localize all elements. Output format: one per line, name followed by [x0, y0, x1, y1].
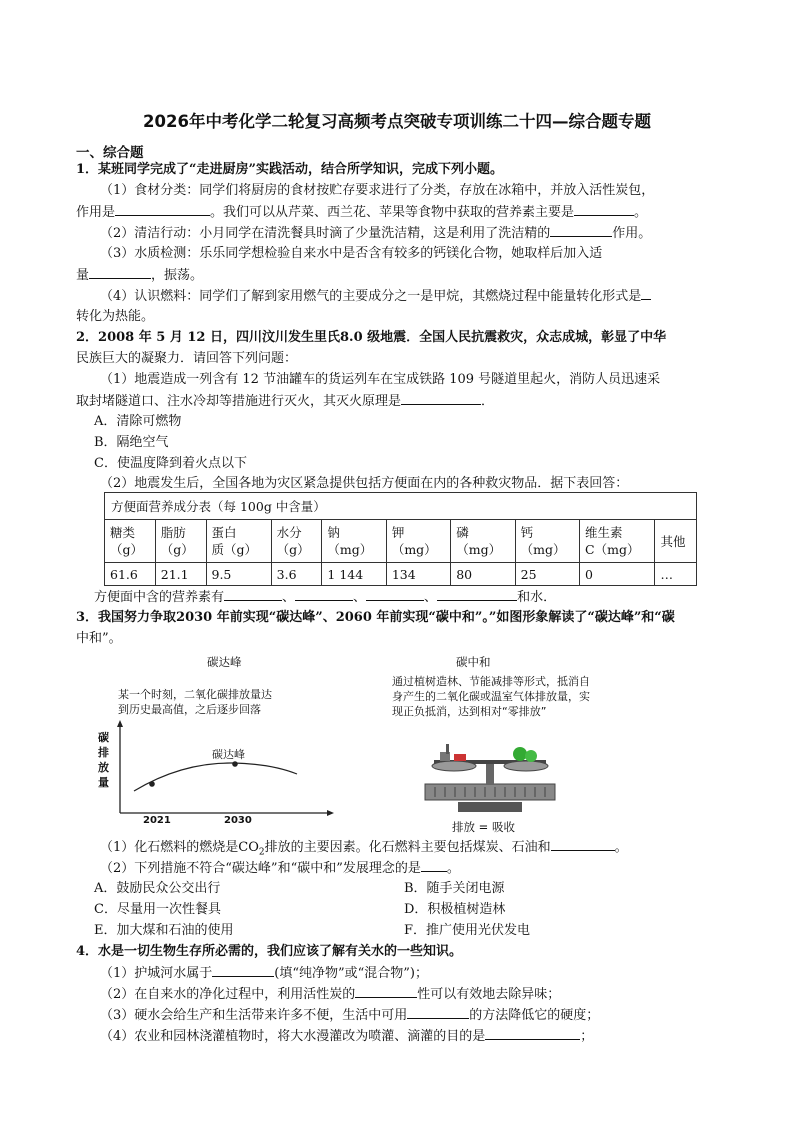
q3-stem-line1: 3．我国努力争取2030 年前实现“碳达峰”、2060 年前实现“碳中和”。”如图形象解读了“碳达峰”和“碳 [76, 610, 675, 625]
table-header: 蛋白 质（g） [206, 520, 271, 563]
answer-blank[interactable] [421, 859, 447, 872]
table-cell: 9.5 [206, 563, 271, 586]
fig-left-ylabel: 排 [98, 746, 109, 759]
x-axis-arrow [327, 810, 334, 816]
q4-part2: （2）在自来水的净化过程中，利用活性炭的 性可以有效地去除异味； [100, 987, 561, 1002]
car-icon [454, 754, 466, 761]
table-caption: 方便面营养成分表（每 100g 中含量） [105, 493, 697, 520]
q2-stem-line1: 2．2008 年 5 月 12 日，四川汶川发生里氏8.0 级地震．全国人民抗震救灾，众志成城，彰显了中华 [76, 330, 667, 345]
answer-blank[interactable] [115, 203, 210, 216]
table-header: 钠 （mg） [322, 520, 386, 563]
table-cell: 0 [580, 563, 655, 586]
nutrition-table [104, 492, 697, 586]
answer-blank[interactable] [355, 985, 417, 998]
q4-part1: （1）护城河水属于 (填“纯净物”或“混合物”)； [100, 966, 429, 981]
q1-part3-line1: （3）水质检测：乐乐同学想检验自来水中是否含有较多的钙镁化合物，她取样后加入适 [100, 246, 603, 261]
fig-left-ylabel: 碳 [98, 731, 109, 744]
table-header: 钙 （mg） [515, 520, 579, 563]
fig-left-title: 碳达峰 [207, 655, 242, 669]
chimney-icon [446, 744, 449, 754]
table-header: 维生素 C（mg） [580, 520, 655, 563]
q2-part1-line1: （1）地震造成一列含有 12 节油罐车的货运列车在宝成铁路 109 号隧道里起火，消防人员迅速采 [100, 372, 661, 387]
q2-part2: （2）地震发生后，全国各地为灾区紧急提供包括方便面在内的各种救灾物品．据下表回答： [100, 476, 629, 491]
q3-part2: （2）下列措施不符合“碳达峰”和“碳中和”发展理念的是 。 [100, 861, 460, 876]
table-cell: 1 144 [322, 563, 386, 586]
table-header: 其他 [655, 520, 697, 563]
fig-right-title: 碳中和 [456, 655, 491, 669]
fig-right-note-line2: 身产生的二氧化碳或温室气体排放量，实 [392, 690, 590, 703]
emission-curve [134, 763, 297, 791]
answer-blank[interactable] [437, 588, 517, 601]
carbon-peak-graph [112, 720, 337, 820]
answer-blank[interactable] [401, 392, 481, 405]
section-heading: 一、综合题 [76, 145, 144, 161]
q1-part4-line2: 转化为热能。 [76, 309, 155, 324]
q4-part4: （4）农业和园林浇灌植物时，将大水漫灌改为喷灌、滴灌的目的是 ； [100, 1029, 594, 1044]
q3-option-f: F．推广使用光伏发电 [404, 923, 531, 938]
q2-part1-line2: 取封堵隧道口、注水冷却等措施进行灭火，其灭火原理是 ． [76, 394, 495, 409]
table-cell: 134 [386, 563, 450, 586]
fig-left-ylabel: 放 [98, 761, 109, 774]
q3-part1: （1）化石燃料的燃烧是$CO_2$排放的主要因素。化石燃料主要包括煤炭、石油和 。 [100, 840, 628, 858]
q1-stem: 1．某班同学完成了“走进厨房”实践活动，结合所学知识，完成下列小题。 [76, 162, 504, 177]
answer-blank[interactable] [295, 588, 353, 601]
answer-blank[interactable] [551, 838, 615, 851]
answer-blank[interactable] [574, 203, 634, 216]
scale-base [458, 802, 522, 812]
q1-part3-line2: 量 ，振荡。 [76, 268, 204, 283]
table-header-row [105, 520, 697, 563]
table-header: 糖类 （g） [105, 520, 156, 563]
tree-icon [525, 750, 537, 762]
answer-blank[interactable] [641, 287, 651, 300]
table-header: 磷 （mg） [451, 520, 515, 563]
fig-right-note-line3: 现正负抵消，达到相对“零排放” [392, 705, 547, 718]
answer-blank[interactable] [212, 964, 274, 977]
q3-option-d: D．积极植树造林 [404, 902, 506, 917]
peak-point [232, 761, 238, 767]
answer-blank[interactable] [89, 266, 151, 279]
fig-left-ylabel: 量 [98, 776, 109, 789]
y-axis-arrow [117, 720, 123, 727]
q3-option-c: C．尽量用一次性餐具 [94, 902, 221, 917]
page-title: 2026年中考化学二轮复习高频考点突破专项训练二十四—综合题专题 [143, 112, 651, 131]
q1-part1-line1: （1）食材分类：同学们将厨房的食材按贮存要求进行了分类，存放在冰箱中，并放入活性炭包， [100, 183, 655, 198]
table-row [105, 563, 697, 586]
table-cell: 3.6 [271, 563, 322, 586]
answer-blank[interactable] [224, 588, 282, 601]
table-cell: 25 [515, 563, 579, 586]
answer-blank[interactable] [485, 1027, 580, 1040]
fig-left-note-line1: 某一个时刻，二氧化碳排放量达 [118, 688, 272, 701]
fig-left-note-line2: 到历史最高值，之后逐步回落 [118, 703, 261, 716]
q3-option-e: E．加大煤和石油的使用 [94, 923, 234, 938]
q2-stem-line2: 民族巨大的凝聚力．请回答下列问题： [76, 351, 298, 366]
q3-option-a: A．鼓励民众公交出行 [94, 881, 221, 896]
scale-platform [425, 784, 555, 800]
q2-tail: 方便面中含的营养素有 、 、 、 和水． [94, 590, 557, 605]
q1-part4-line1: （4）认识燃料：同学们了解到家用燃气的主要成分之一是甲烷，其燃烧过程中能量转化形式是 [100, 287, 746, 306]
fig-right-note-line1: 通过植树造林、节能减排等形式，抵消自 [392, 675, 590, 688]
q2-option-a: A．清除可燃物 [94, 414, 182, 429]
q4-stem: 4．水是一切生物生存所必需的，我们应该了解有关水的一些知识。 [76, 944, 463, 959]
answer-blank[interactable] [407, 1006, 469, 1019]
table-header: 水分 （g） [271, 520, 322, 563]
scale-label: 排放 = 吸收 [452, 820, 515, 834]
q3-option-b: B．随手关闭电源 [404, 881, 505, 896]
tree-icon [513, 747, 527, 761]
q2-option-b: B．隔绝空气 [94, 435, 169, 450]
table-cell: … [655, 563, 697, 586]
x-label-2021: 2021 [143, 815, 171, 826]
answer-blank[interactable] [550, 224, 612, 237]
answer-blank[interactable] [366, 588, 424, 601]
balance-scale-illustration [420, 742, 560, 818]
q3-stem-line2: 中和”。 [76, 631, 122, 646]
table-header: 钾 （mg） [386, 520, 450, 563]
right-pan [504, 761, 548, 771]
q2-option-c: C．使温度降到着火点以下 [94, 456, 247, 471]
left-pan [432, 761, 476, 771]
table-cell: 80 [451, 563, 515, 586]
point-2021 [149, 781, 155, 787]
table-cell: 21.1 [155, 563, 206, 586]
table-cell: 61.6 [105, 563, 156, 586]
peak-label: 碳达峰 [212, 748, 245, 761]
q1-part1-line2: 作用是 。我们可以从芹菜、西兰花、苹果等食物中获取的营养素主要是 。 [76, 205, 648, 220]
table-header: 脂肪 （g） [155, 520, 206, 563]
q4-part3: （3）硬水会给生产和生活带来许多不便，生活中可用 的方法降低它的硬度； [100, 1008, 600, 1023]
q1-part2: （2）清洁行动：小月同学在清洗餐具时滴了少量洗洁精，这是利用了洗洁精的 作用。 [100, 226, 652, 241]
x-label-2030: 2030 [224, 815, 252, 826]
